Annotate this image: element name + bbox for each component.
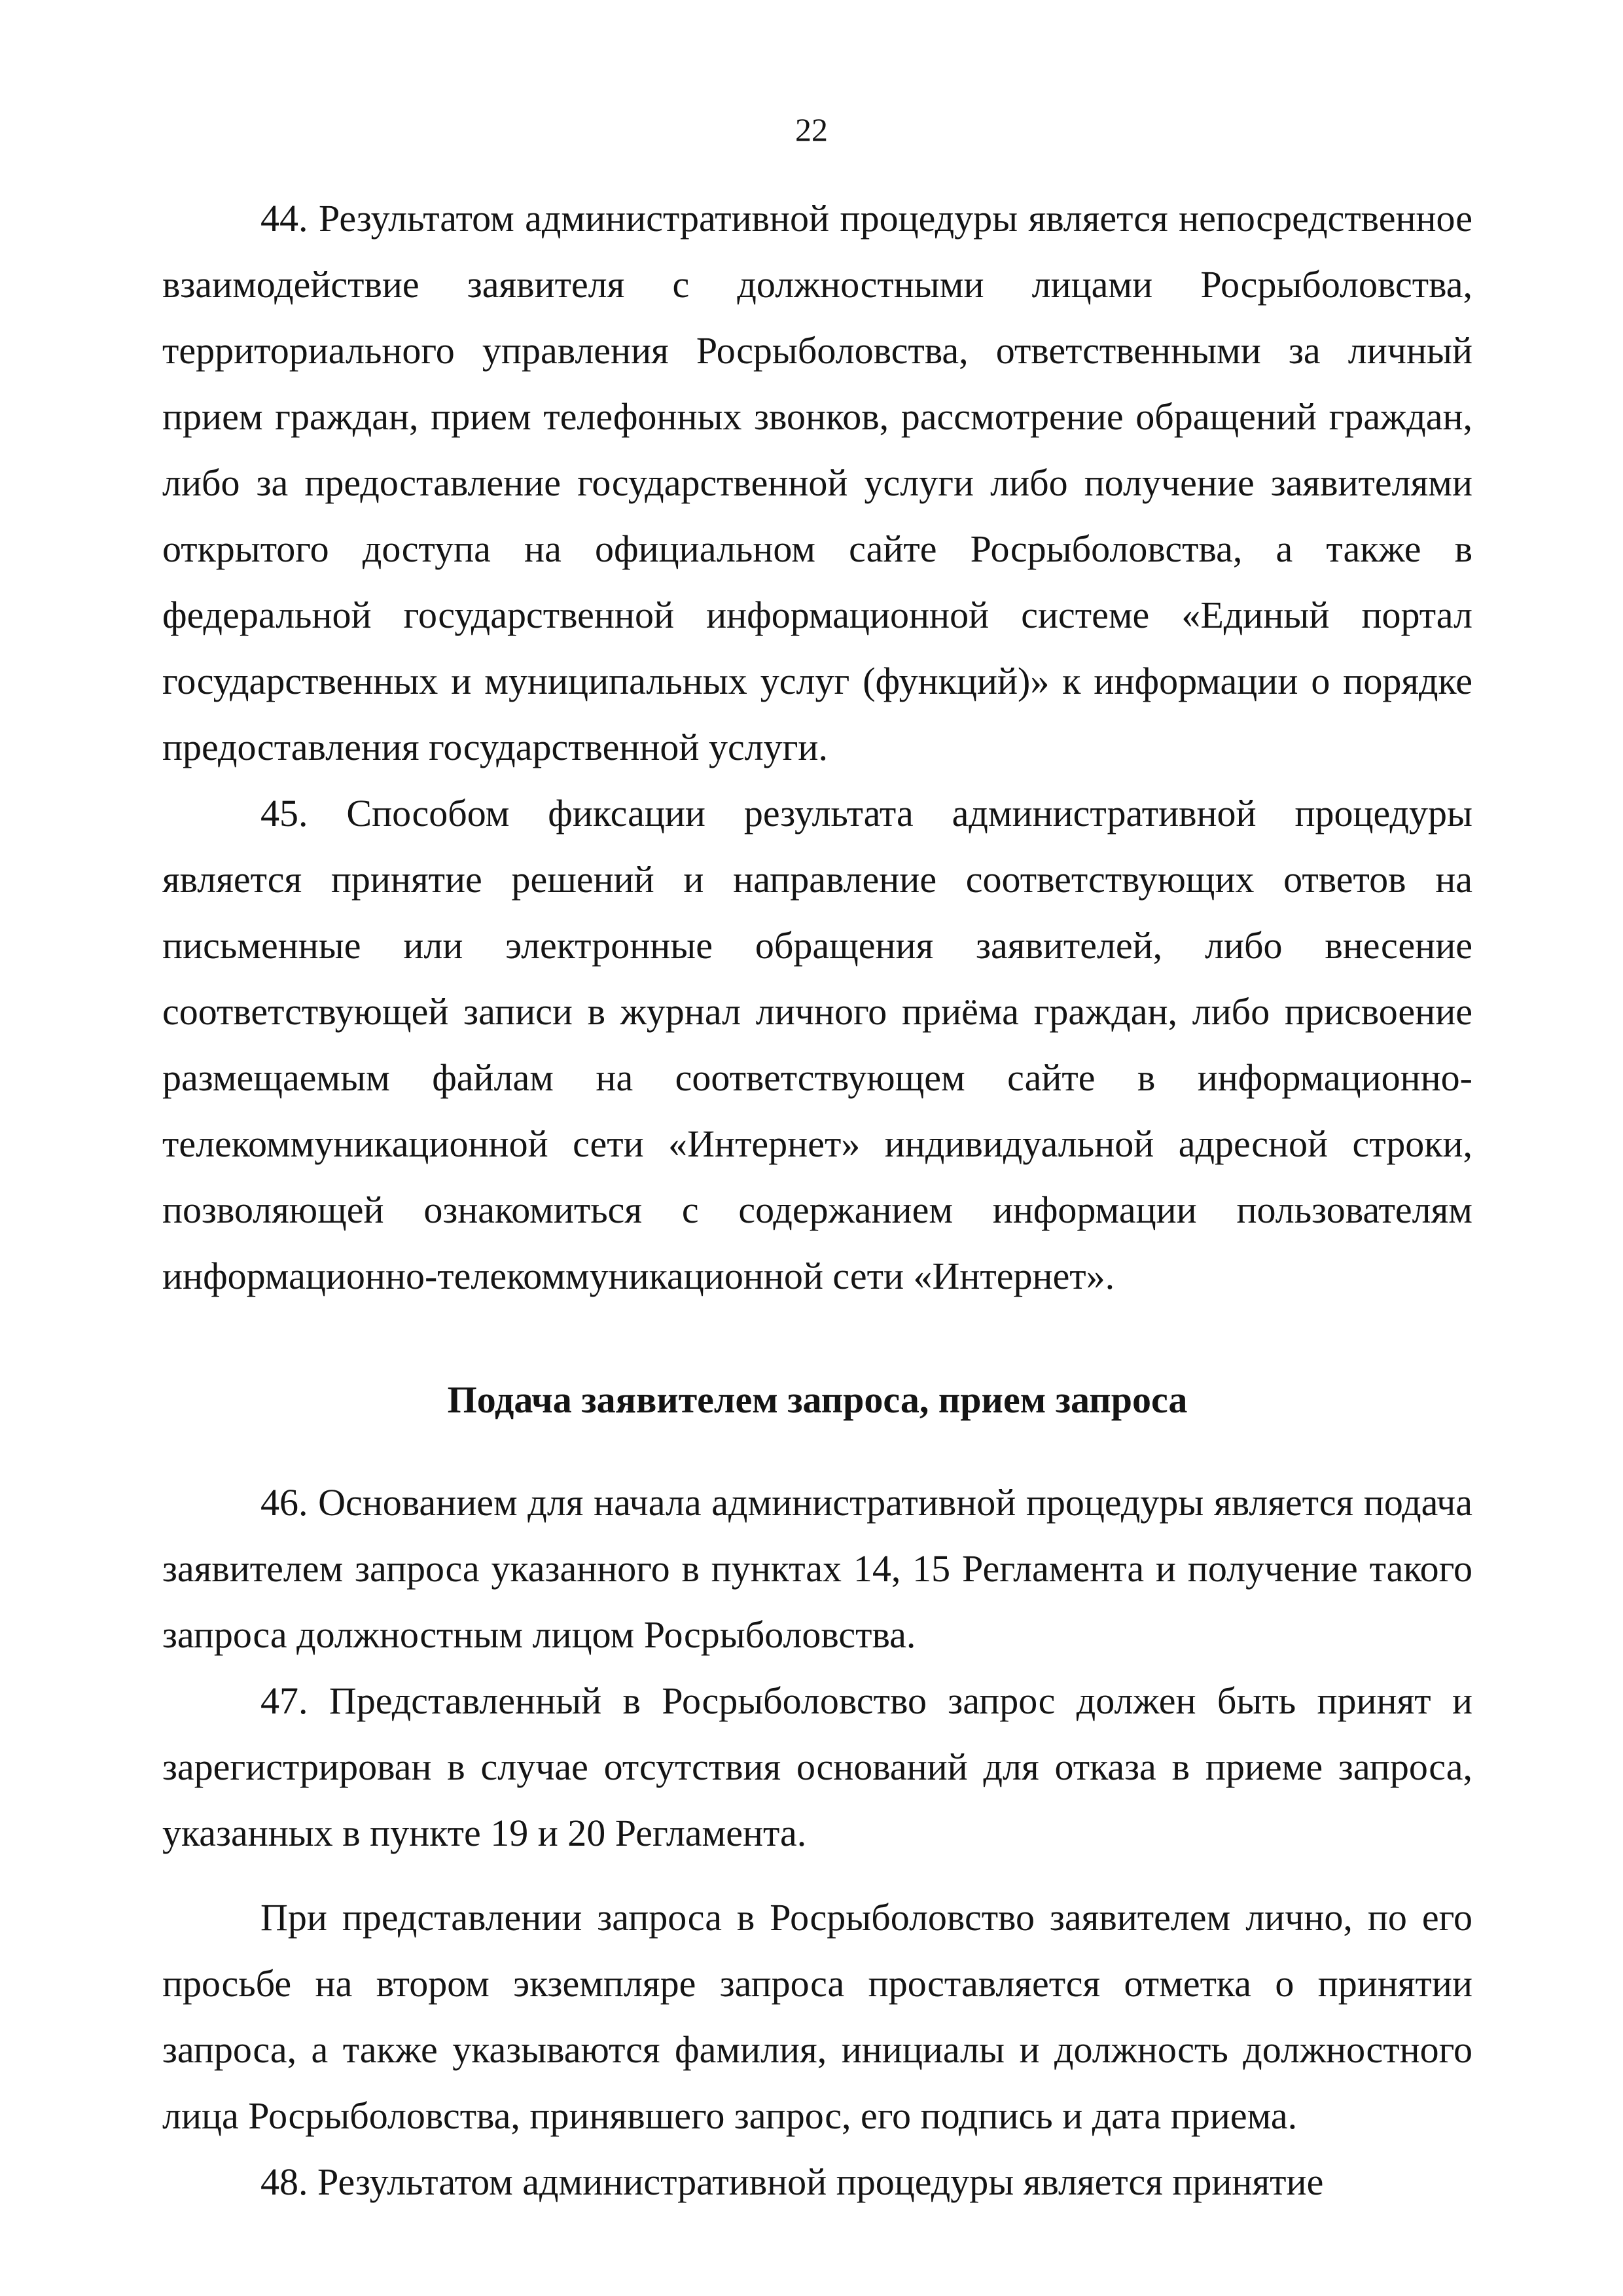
paragraph-45: 45. Способом фиксации результата административной процедуры является принятие решений и направление соответствующих ответов на письменные или электронные обращения заявителей, либо внесение соответствующей записи в журнал личного приёма граждан, либо присвоение размещаемым файлам на соответствующем сайте в информационно-телекоммуникационной сети «Интернет» индивидуальной адресной строки, позволяющей ознакомиться с содержанием информации пользователям информационно-телекоммуникационной сети «Интернет». [162,792,1472,1297]
paragraph-46: 46. Основанием для начала административной процедуры является подача заявителем запроса указанного в пунктах 14, 15 Регламента и получение такого запроса должностным лицом Росрыболовства. [162,1481,1472,1656]
page-number: 22 [795,111,828,148]
paragraph-44: 44. Результатом административной процедуры является непосредственное взаимодействие заявителя с должностными лицами Росрыболовства, территориального управления Росрыболовства, ответственными за личный прием граждан, прием телефонных звонков, рассмотрение обращений граждан, либо за предоставление государственной услуги либо получение заявителями открытого доступа на официальном сайте Росрыболовства, а также в федеральной государственной информационной системе «Единый портал государственных и муниципальных услуг (функций)» к информации о порядке предоставления государственной услуги. [162,197,1472,768]
section-heading: Подача заявителем запроса, прием запроса [447,1378,1188,1421]
paragraph-48: 48. Результатом административной процедуры является принятие [260,2161,1324,2203]
document-body [162,185,1472,2215]
paragraph-47-continued: При представлении запроса в Росрыболовство заявителем лично, по его просьбе на втором экземпляре запроса проставляется отметка о принятии запроса, а также указываются фамилия, инициалы и должность должностного лица Росрыболовства, принявшего запрос, его подпись и дата приема. [162,1896,1472,2137]
paragraph-47: 47. Представленный в Росрыболовство запрос должен быть принят и зарегистрирован в случае отсутствия оснований для отказа в приеме запроса, указанных в пункте 19 и 20 Регламента. [162,1679,1472,1854]
